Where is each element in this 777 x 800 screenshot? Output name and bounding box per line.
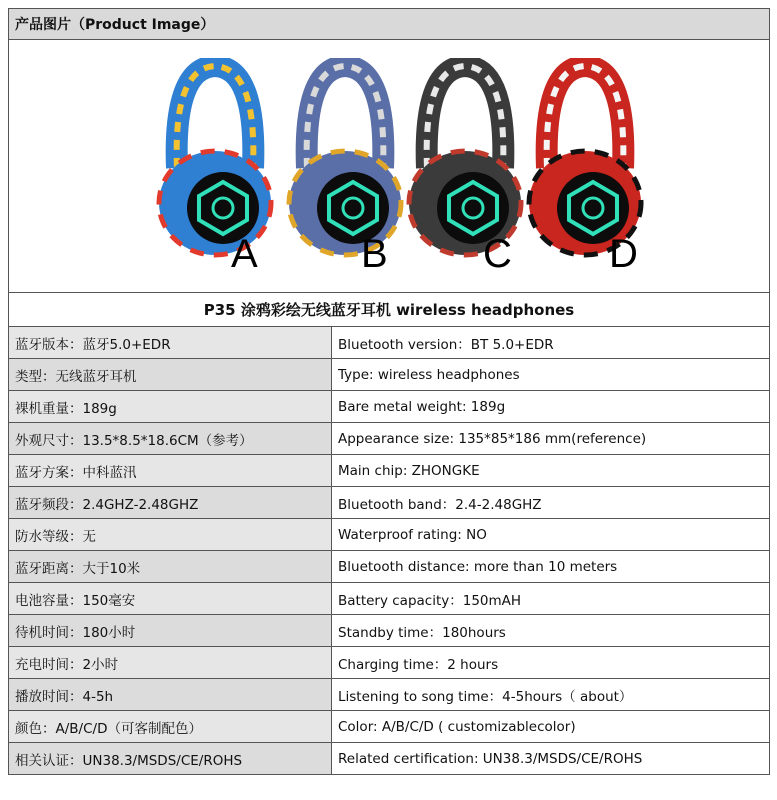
product-title: P35 涂鸦彩绘无线蓝牙耳机 wireless headphones xyxy=(9,293,769,327)
spec-cn-cell: 颜色：A/B/C/D（可客制配色） xyxy=(9,711,332,742)
spec-en-cell: Standby time：180hours xyxy=(332,615,769,646)
spec-row xyxy=(9,647,769,679)
spec-cn-cell: 裸机重量：189g xyxy=(9,391,332,422)
spec-cn-cell: 蓝牙距离：大于10米 xyxy=(9,551,332,582)
spec-row xyxy=(9,615,769,647)
spec-cn-cell: 播放时间：4-5h xyxy=(9,679,332,710)
spec-en-cell: Bluetooth version：BT 5.0+EDR xyxy=(332,327,769,358)
spec-cn-cell: 外观尺寸：13.5*8.5*18.6CM（参考） xyxy=(9,423,332,454)
section-header: 产品图片（Product Image） xyxy=(9,9,769,40)
spec-row xyxy=(9,583,769,615)
spec-row xyxy=(9,487,769,519)
spec-row xyxy=(9,423,769,455)
spec-row xyxy=(9,359,769,391)
spec-en-cell: Bare metal weight: 189g xyxy=(332,391,769,422)
spec-row xyxy=(9,391,769,423)
spec-cn-cell: 蓝牙版本：蓝牙5.0+EDR xyxy=(9,327,332,358)
spec-row xyxy=(9,743,769,774)
spec-en-cell: Charging time：2 hours xyxy=(332,647,769,678)
spec-cn-cell: 待机时间：180小时 xyxy=(9,615,332,646)
spec-en-cell: Main chip: ZHONGKE xyxy=(332,455,769,486)
spec-sheet xyxy=(8,8,770,775)
spec-table xyxy=(9,327,769,774)
spec-cn-cell: 相关认证：UN38.3/MSDS/CE/ROHS xyxy=(9,743,332,774)
spec-row xyxy=(9,679,769,711)
spec-cn-cell: 蓝牙频段：2.4GHZ-2.48GHZ xyxy=(9,487,332,518)
variant-label-a: A xyxy=(231,232,258,276)
spec-en-cell: Waterproof rating: NO xyxy=(332,519,769,550)
spec-cn-cell: 充电时间：2小时 xyxy=(9,647,332,678)
spec-en-cell: Bluetooth band：2.4-2.48GHZ xyxy=(332,487,769,518)
spec-cn-cell: 电池容量：150毫安 xyxy=(9,583,332,614)
spec-en-cell: Appearance size: 135*85*186 mm(reference) xyxy=(332,423,769,454)
spec-row xyxy=(9,711,769,743)
spec-en-cell: Type: wireless headphones xyxy=(332,359,769,390)
variant-label-c: C xyxy=(483,232,512,276)
spec-en-cell: Battery capacity：150mAH xyxy=(332,583,769,614)
variant-label-b: B xyxy=(361,232,388,276)
product-image-area xyxy=(9,40,769,293)
spec-en-cell: Related certification: UN38.3/MSDS/CE/ROHS xyxy=(332,743,769,774)
spec-en-cell: Bluetooth distance: more than 10 meters xyxy=(332,551,769,582)
spec-row xyxy=(9,551,769,583)
spec-cn-cell: 防水等级：无 xyxy=(9,519,332,550)
spec-cn-cell: 蓝牙方案：中科蓝汛 xyxy=(9,455,332,486)
spec-row xyxy=(9,455,769,487)
spec-cn-cell: 类型：无线蓝牙耳机 xyxy=(9,359,332,390)
spec-row xyxy=(9,519,769,551)
spec-en-cell: Listening to song time：4-5hours（ about） xyxy=(332,679,769,710)
variant-label-d: D xyxy=(609,232,638,276)
spec-row xyxy=(9,327,769,359)
spec-en-cell: Color: A/B/C/D ( customizablecolor) xyxy=(332,711,769,742)
